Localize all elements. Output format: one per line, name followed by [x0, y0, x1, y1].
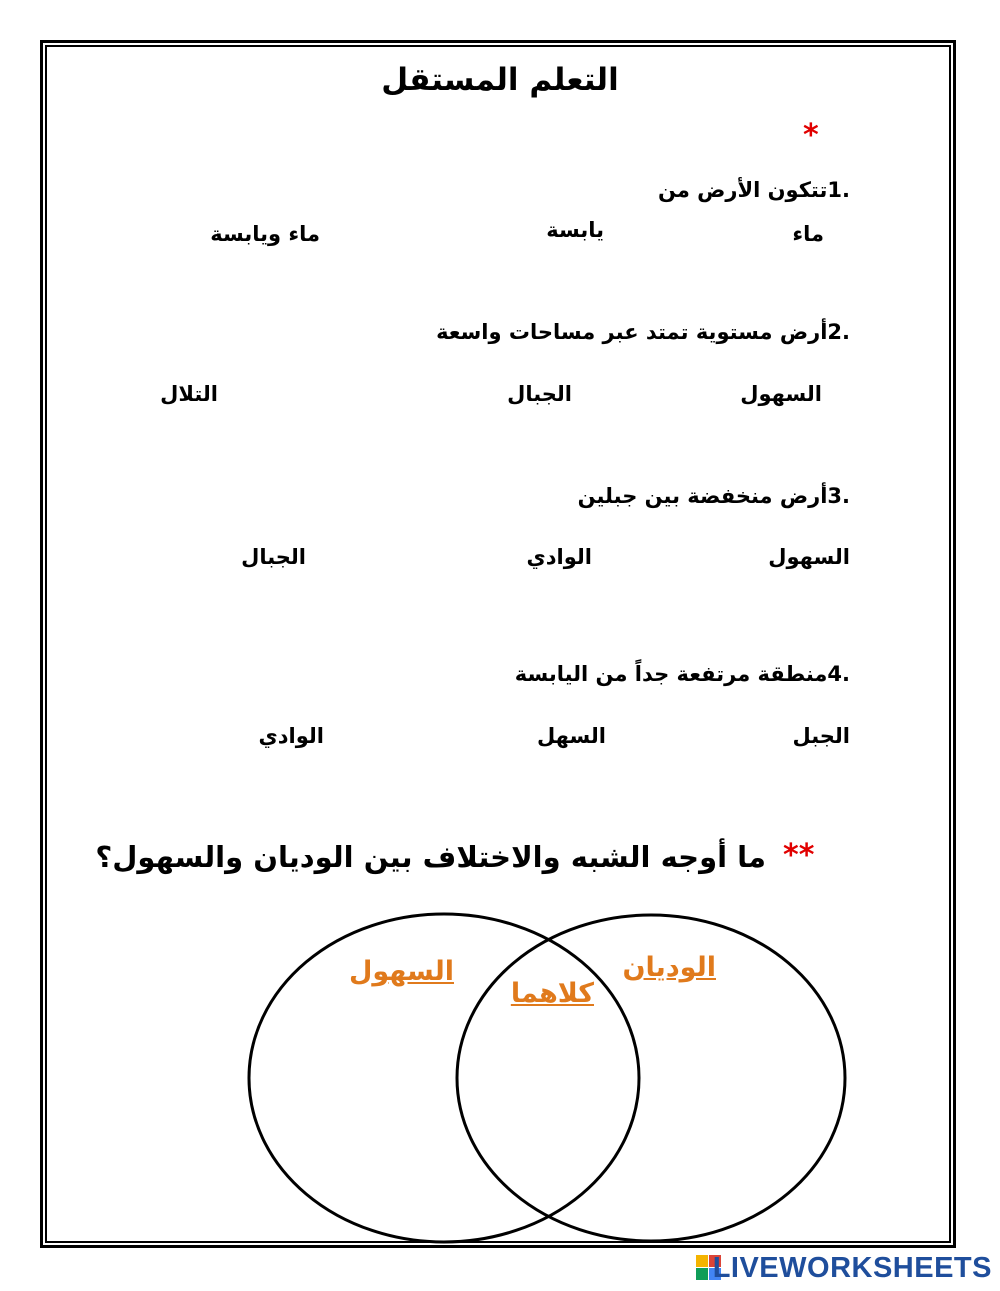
question-4-text: منطقة مرتفعة جداً من اليابسة: [514, 662, 828, 686]
venn-question: ما أوجه الشبه والاختلاف بين الوديان والسهول؟: [95, 840, 766, 874]
q2-option-1[interactable]: السهول: [740, 382, 822, 406]
question-1-text: تتكون الأرض من: [657, 178, 828, 202]
q4-option-3[interactable]: الوادي: [258, 724, 324, 748]
q3-option-1[interactable]: السهول: [768, 545, 850, 569]
q1-option-1[interactable]: ماء: [792, 222, 824, 246]
q2-option-2[interactable]: الجبال: [507, 382, 572, 406]
question-4-number: 4.: [827, 662, 850, 686]
question-3-text: أرض منخفضة بين جبلين: [577, 484, 828, 508]
section1-marker: *: [803, 118, 819, 153]
question-3-number: 3.: [827, 484, 850, 508]
worksheet-title: التعلم المستقل: [381, 62, 619, 98]
q4-option-1[interactable]: الجبل: [792, 724, 850, 748]
brand-wordmark[interactable]: LIVEWORKSHEETS: [712, 1252, 992, 1284]
section2-marker: **: [783, 838, 815, 873]
q3-option-3[interactable]: الجبال: [241, 545, 306, 569]
venn-label-middle: كلاهما: [510, 978, 594, 1009]
question-1-number: 1.: [827, 178, 850, 202]
question-2-number: 2.: [827, 320, 850, 344]
q3-option-2[interactable]: الوادي: [526, 545, 592, 569]
q1-option-2[interactable]: يابسة: [546, 218, 604, 242]
q2-option-3[interactable]: التلال: [160, 382, 218, 406]
q4-option-2[interactable]: السهل: [536, 724, 606, 748]
venn-label-left: السهول: [348, 956, 454, 987]
venn-label-right: الوديان: [622, 952, 716, 983]
q1-option-3[interactable]: ماء ويابسة: [210, 222, 320, 246]
question-2-text: أرض مستوية تمتد عبر مساحات واسعة: [436, 320, 828, 344]
